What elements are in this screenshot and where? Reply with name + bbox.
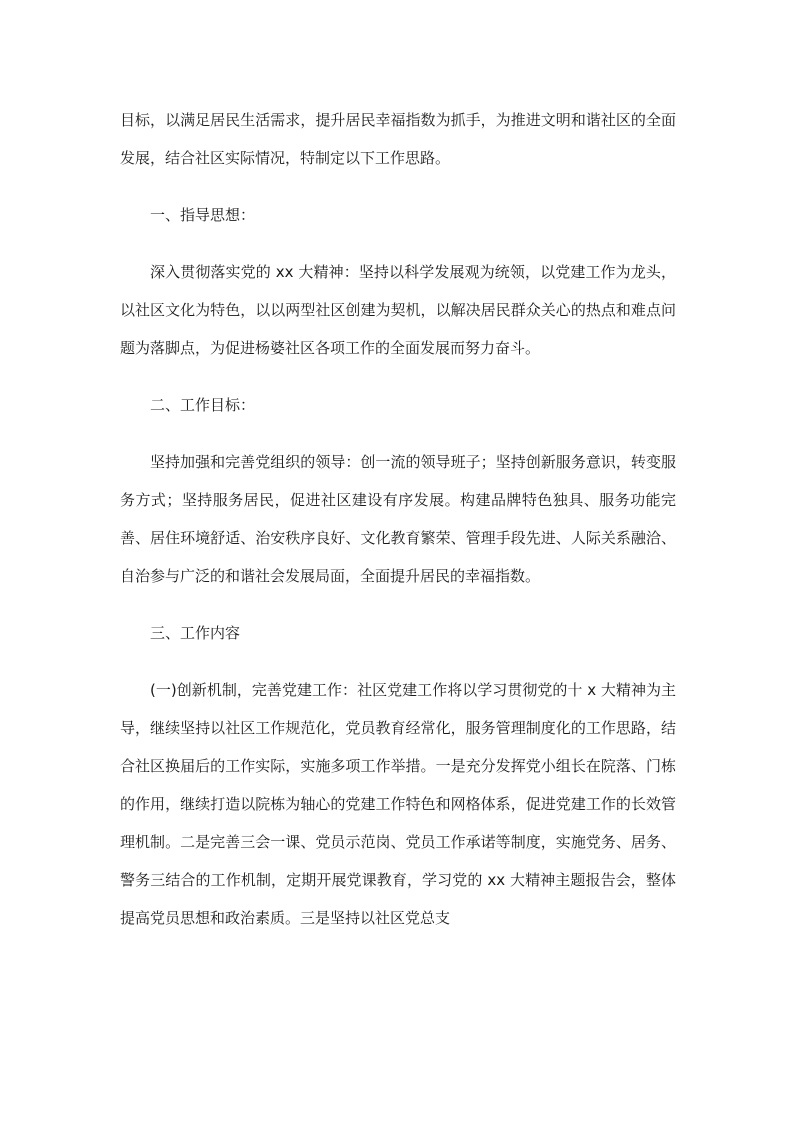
- heading-work-goals: 二、工作目标：: [150, 396, 256, 414]
- document-body: [120, 101, 676, 937]
- heading-guiding-ideology: 一、指导思想：: [150, 206, 256, 224]
- heading-work-content: 三、工作内容: [150, 624, 241, 642]
- paragraph-work-content: (一)创新机制，完善党建工作：社区党建工作将以学习贯彻党的十 x 大精神为主导，继续坚持以社区工作规范化，党员教育经常化，服务管理制度化的工作思路，结合社区换届后的工作实际，实施多项工作举措。一是充分发挥党小组长在院落、门栋的作用，继续打造以院栋为轴心的党建工作特色和网格体系，促进党建工作的长效管理机制。二是完善三会一课、党员示范岗、党员工作承诺等制度，实施党务、居务、警务三结合的工作机制，定期开展党课教育，学习党的 xx 大精神主题报告会，整体提高党员思想和政治素质。三是坚持以社区党总支: [120, 681, 676, 927]
- paragraph-work-goals: 坚持加强和完善党组织的领导：创一流的领导班子；坚持创新服务意识，转变服务方式；坚持服务居民，促进社区建设有序发展。构建品牌特色独具、服务功能完善、居住环境舒适、治安秩序良好、文化教育繁荣、管理手段先进、人际关系融洽、自治参与广泛的和谐社会发展局面，全面提升居民的幸福指数。: [120, 453, 676, 585]
- paragraph-guiding-ideology: 深入贯彻落实党的 xx 大精神：坚持以科学发展观为统领，以党建工作为龙头，以社区文化为特色，以以两型社区创建为契机，以解决居民群众关心的热点和难点问题为落脚点，为促进杨婆社区各项工作的全面发展而努力奋斗。: [120, 263, 676, 357]
- paragraph-intro-continuation: 目标，以满足居民生活需求，提升居民幸福指数为抓手，为推进文明和谐社区的全面发展，结合社区实际情况，特制定以下工作思路。: [120, 111, 676, 167]
